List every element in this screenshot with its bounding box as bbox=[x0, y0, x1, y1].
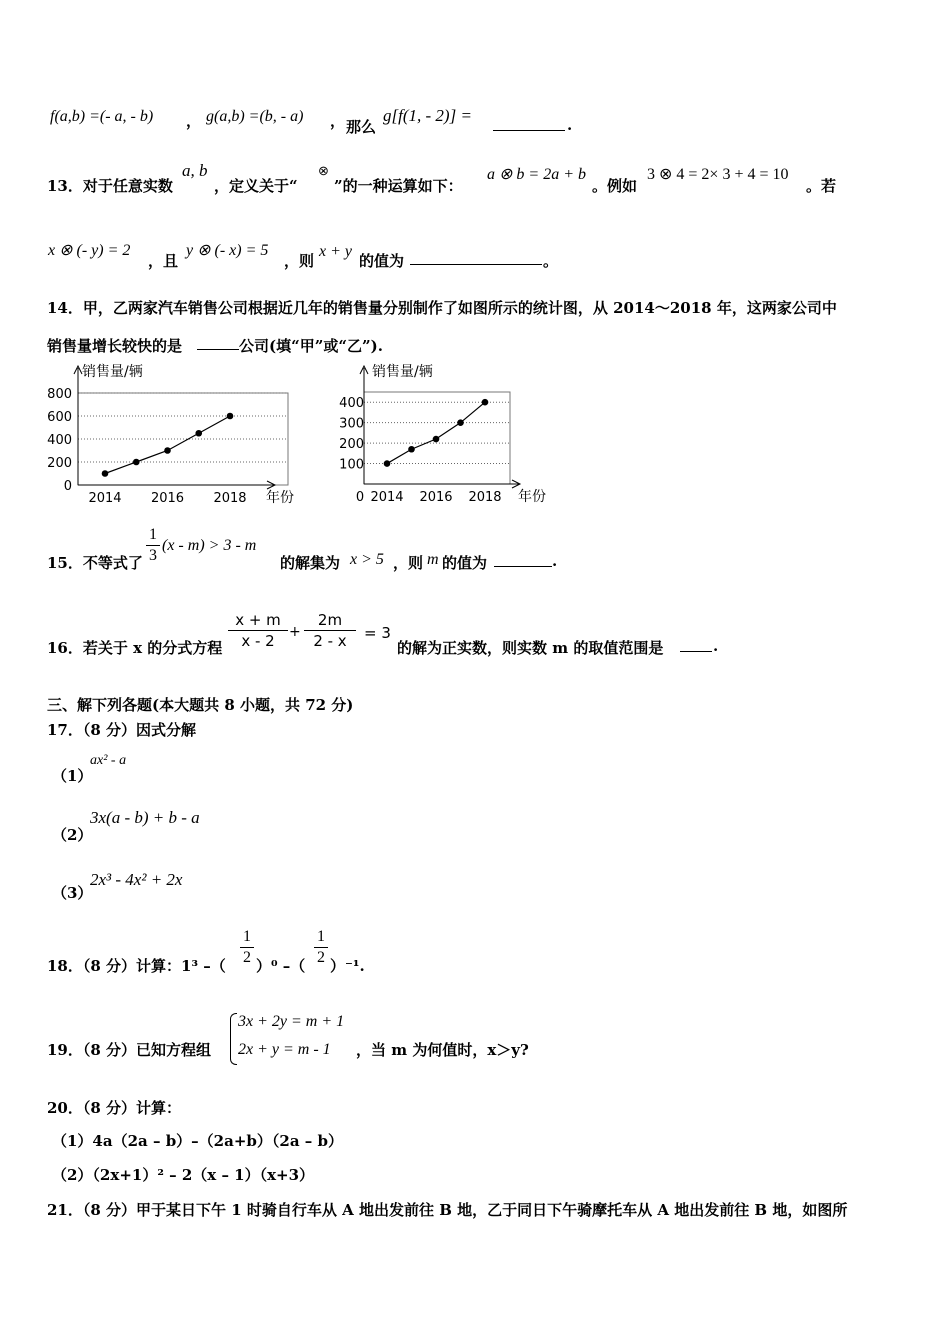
q16-f1-den: x - 2 bbox=[241, 632, 275, 650]
y-tick-label: 200 bbox=[47, 456, 72, 471]
q17-p3-label: （3） bbox=[52, 884, 93, 902]
q13-number: 13．对于任意实数 bbox=[47, 177, 173, 195]
q18-frac2-num: 1 bbox=[317, 928, 325, 945]
q18-fraction1 bbox=[240, 928, 254, 967]
y-tick-label: 100 bbox=[339, 457, 364, 473]
q15-end: . bbox=[552, 552, 558, 570]
y-axis-label: 销售量/辆 bbox=[82, 364, 143, 380]
q17-p3-expr: 2x³ - 4x² + 2x bbox=[90, 870, 183, 889]
q18-text1: 18．（8 分）计算：1³ –（ bbox=[47, 957, 226, 975]
q18-fraction2 bbox=[314, 928, 328, 967]
q14-line1: 14．甲，乙两家汽车销售公司根据近几年的销售量分别制作了如图所示的统计图，从 2014～2018 年，这两家公司中 bbox=[47, 299, 837, 317]
q15-answer-blank[interactable] bbox=[494, 552, 552, 567]
y-tick-label: 600 bbox=[47, 410, 72, 425]
q15-number: 15．不等式了 bbox=[47, 554, 143, 572]
q13-if: 。若 bbox=[806, 177, 837, 195]
x-tick-label: 2014 bbox=[370, 490, 404, 505]
data-point bbox=[195, 430, 202, 437]
y-axis-label: 销售量/辆 bbox=[372, 364, 433, 380]
q13-and: ，且 bbox=[148, 252, 179, 270]
otimes-symbol: ⊗ bbox=[318, 163, 329, 178]
q14-answer-blank[interactable] bbox=[197, 335, 239, 350]
series-line bbox=[387, 402, 485, 463]
q21-line1: 21．（8 分）甲于某日下午 1 时骑自行车从 A 地出发前往 B 地，乙于同日下午骑摩托车从 A 地出发前往 B 地，如图所 bbox=[47, 1201, 848, 1219]
q14-line2b: 公司(填“甲”或“乙”). bbox=[239, 337, 383, 355]
q12-expr: g[f(1, - 2)] = bbox=[383, 106, 472, 125]
data-point bbox=[227, 413, 234, 420]
q13-rule: a ⊗ b = 2a + b bbox=[487, 166, 586, 183]
q16-plus: + bbox=[289, 624, 301, 640]
y-tick-label: 400 bbox=[47, 433, 72, 448]
q15-ask: 的值为 bbox=[442, 554, 488, 572]
q20-p2: （2）（2x+1）² – 2（x – 1）（x+3） bbox=[52, 1166, 315, 1184]
x-tick-label: 2018 bbox=[213, 491, 247, 506]
q15-fraction bbox=[146, 526, 160, 565]
q16-ask: 的解为正实数，则实数 m 的取值范围是 bbox=[397, 639, 664, 657]
q13-ask: 的值为 bbox=[359, 252, 405, 270]
q16-fraction2 bbox=[304, 611, 356, 650]
data-point bbox=[133, 459, 140, 466]
data-point bbox=[164, 447, 171, 454]
data-point bbox=[408, 446, 415, 453]
chart-yi bbox=[330, 360, 560, 510]
q13-example: 3 ⊗ 4 = 2× 3 + 4 = 10 bbox=[647, 166, 789, 183]
q17-p2-expr: 3x(a - b) + b - a bbox=[90, 808, 200, 827]
q18-text3: ）⁻¹. bbox=[330, 957, 365, 975]
q18-frac1-den: 2 bbox=[243, 949, 251, 966]
q13-def2: ”的一种运算如下： bbox=[334, 177, 463, 195]
q16-fraction1 bbox=[228, 611, 288, 650]
q16-f1-num: x + m bbox=[235, 611, 281, 629]
y-tick-label: 400 bbox=[339, 396, 364, 412]
q13-cond1: x ⊗ (- y) = 2 bbox=[48, 242, 131, 259]
y-tick-label: 800 bbox=[47, 387, 72, 402]
q19-eq2: 2x + y = m - 1 bbox=[238, 1041, 331, 1058]
data-point bbox=[384, 460, 391, 467]
x-tick-label: 2014 bbox=[88, 491, 122, 506]
chart-jia bbox=[40, 360, 310, 510]
data-point bbox=[102, 470, 109, 477]
q16-answer-blank[interactable] bbox=[680, 637, 712, 652]
series-line bbox=[105, 416, 230, 474]
q17-p2-label: （2） bbox=[52, 826, 93, 844]
q13-xy: x + y bbox=[319, 243, 352, 260]
q19-brace bbox=[230, 1013, 237, 1065]
y-tick-label: 300 bbox=[339, 416, 364, 432]
x-tick-label: 2016 bbox=[419, 490, 453, 505]
q20-title: 20．（8 分）计算： bbox=[47, 1099, 182, 1117]
q17-p1-expr: ax² - a bbox=[90, 753, 127, 768]
q12-then: 那么 bbox=[346, 118, 377, 136]
q18-text2: ）⁰ –（ bbox=[256, 957, 306, 975]
section3-title: 三、解下列各题(本大题共 8 小题，共 72 分) bbox=[47, 696, 354, 714]
q18-frac1-num: 1 bbox=[243, 928, 251, 945]
q17-p1-label: （1） bbox=[52, 767, 93, 785]
data-point bbox=[433, 436, 440, 443]
q15-solution: x > 5 bbox=[350, 551, 384, 568]
q15-expr: (x - m) > 3 - m bbox=[162, 537, 257, 554]
data-point bbox=[482, 399, 489, 406]
q12-end: . bbox=[567, 116, 573, 134]
q18-frac2-den: 2 bbox=[317, 949, 325, 966]
y-tick-label: 0 bbox=[63, 479, 72, 494]
q15-frac-den: 3 bbox=[149, 547, 157, 564]
q15-frac-num: 1 bbox=[149, 526, 157, 543]
data-point bbox=[457, 419, 464, 426]
q13-answer-blank[interactable] bbox=[410, 250, 542, 265]
q13-eg: 。例如 bbox=[592, 177, 638, 195]
q19-text2: ，当 m 为何值时，x＞y? bbox=[356, 1041, 529, 1059]
q15-m: m bbox=[427, 551, 439, 568]
q16-f2-num: 2m bbox=[317, 611, 343, 629]
q15-mid: 的解集为 bbox=[280, 554, 341, 572]
q20-p1: （1）4a（2a – b）–（2a+b）（2a – b） bbox=[52, 1132, 343, 1150]
q13-cond2: y ⊗ (- x) = 5 bbox=[186, 242, 269, 259]
q19-text1: 19．（8 分）已知方程组 bbox=[47, 1041, 212, 1059]
q16-number: 16．若关于 x 的分式方程 bbox=[47, 639, 223, 657]
q13-end: 。 bbox=[543, 252, 559, 270]
q12-g-def: g(a,b) =(b, - a) bbox=[206, 108, 304, 125]
q16-f2-den: 2 - x bbox=[313, 632, 347, 650]
q14-line2a: 销售量增长较快的是 bbox=[47, 337, 183, 355]
q16-eq: = 3 bbox=[364, 624, 391, 642]
q17-title: 17．（8 分）因式分解 bbox=[47, 721, 197, 739]
q12-sep2: ， bbox=[330, 112, 346, 130]
q19-eq1: 3x + 2y = m + 1 bbox=[238, 1013, 345, 1030]
x-axis-label: 年份 bbox=[518, 489, 546, 505]
q12-f-def: f(a,b) =(- a, - b) bbox=[50, 108, 154, 125]
q13-then: ，则 bbox=[284, 252, 315, 270]
q12-answer-blank[interactable] bbox=[493, 116, 565, 131]
q16-end: . bbox=[713, 637, 719, 655]
x-tick-label: 2016 bbox=[150, 491, 185, 506]
x-tick-label: 0 bbox=[355, 490, 365, 505]
q13-def1: ，定义关于“ bbox=[214, 177, 298, 195]
q13-ab: a, b bbox=[182, 161, 208, 180]
x-axis-label: 年份 bbox=[266, 490, 294, 506]
q12-sep1: ， bbox=[186, 112, 202, 130]
y-tick-label: 200 bbox=[339, 437, 364, 453]
q15-then: ，则 bbox=[393, 554, 424, 572]
x-tick-label: 2018 bbox=[468, 490, 502, 505]
